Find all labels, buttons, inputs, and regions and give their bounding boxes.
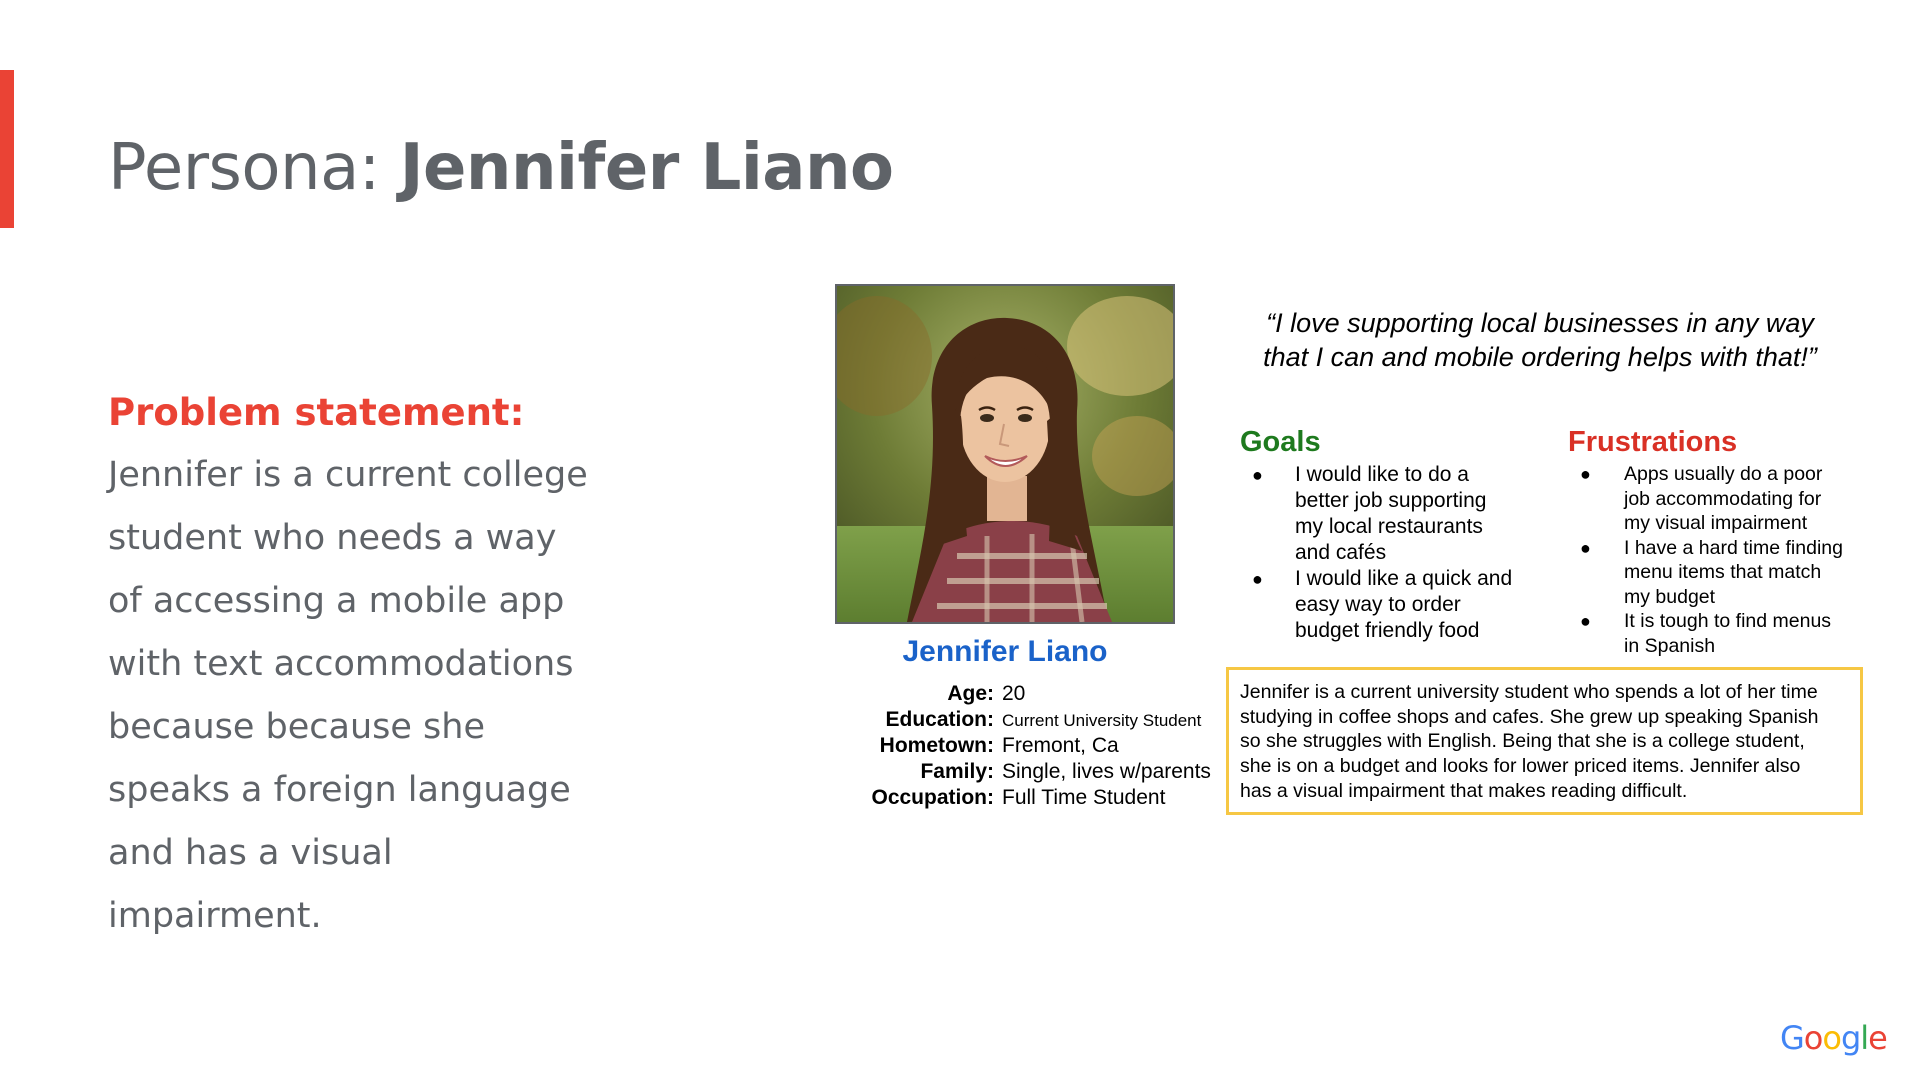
problem-line: impairment. [108, 896, 322, 936]
goal-line: budget friendly food [1295, 619, 1480, 642]
problem-text [108, 444, 628, 948]
bullet-icon: ● [1580, 464, 1591, 484]
bullet-icon: ● [1252, 569, 1263, 589]
problem-line: of accessing a mobile app [108, 581, 565, 621]
title-prefix: Persona: [108, 131, 400, 205]
fact-hometown [860, 734, 1220, 760]
fact-value: Full Time Student [1002, 786, 1166, 809]
fact-value: Fremont, Ca [1002, 734, 1119, 757]
fact-label: Occupation: [871, 786, 994, 809]
goal-line: I would like a quick and [1295, 567, 1513, 590]
frustration-line: job accommodating for [1624, 487, 1822, 510]
bio-line: so she struggles with English. Being that she is a college student, [1240, 730, 1805, 753]
fact-education [860, 708, 1220, 734]
fact-family [860, 760, 1220, 786]
title-persona-name: Jennifer Liano [399, 131, 894, 205]
frustration-line: I have a hard time finding [1624, 536, 1843, 559]
problem-line: Jennifer is a current college [108, 455, 588, 495]
fact-occupation [860, 786, 1220, 812]
persona-photo [835, 284, 1175, 624]
goal-line: I would like to do a [1295, 463, 1469, 486]
goal-line: my local restaurants [1295, 515, 1483, 538]
accent-bar [0, 70, 14, 228]
fact-value: Single, lives w/parents [1002, 760, 1211, 783]
bio-line: she is on a budget and looks for lower priced items. Jennifer also [1240, 755, 1801, 778]
quote-line: that I can and mobile ordering helps with that!” [1263, 342, 1817, 372]
persona-name: Jennifer Liano [902, 635, 1108, 668]
persona-photo-illustration [837, 286, 1173, 622]
bio-line: studying in coffee shops and cafes. She grew up speaking Spanish [1240, 705, 1819, 728]
persona-facts [860, 682, 1220, 812]
frustration-line: my budget [1624, 585, 1716, 608]
persona-bio [1226, 667, 1863, 815]
fact-value: Current University Student [1002, 711, 1202, 730]
fact-label: Family: [920, 760, 994, 783]
frustration-item [1568, 536, 1878, 610]
frustration-line: Apps usually do a poor [1624, 463, 1823, 485]
fact-label: Education: [885, 708, 994, 731]
bullet-icon: ● [1252, 465, 1263, 485]
google-logo: Google [1780, 1019, 1887, 1057]
frustration-line: menu items that match [1624, 561, 1822, 583]
quote-line: “I love supporting local businesses in any way [1266, 308, 1814, 338]
bio-line: has a visual impairment that makes reading difficult. [1240, 779, 1688, 802]
problem-line: with text accommodations [108, 644, 574, 684]
frustrations-section [1568, 424, 1878, 658]
frustration-item [1568, 609, 1878, 658]
problem-line: speaks a foreign language [108, 770, 571, 810]
slide-title [108, 124, 894, 212]
fact-value: 20 [1002, 682, 1026, 705]
bullet-icon: ● [1580, 611, 1591, 631]
goal-line: easy way to order [1295, 593, 1461, 616]
problem-line: student who needs a way [108, 518, 557, 558]
goals-section [1240, 424, 1550, 644]
goal-line: better job supporting [1295, 489, 1487, 512]
goal-line: and cafés [1295, 541, 1387, 564]
goals-heading: Goals [1240, 426, 1321, 458]
persona-quote [1220, 306, 1860, 374]
bullet-icon: ● [1580, 537, 1591, 558]
frustration-line: in Spanish [1624, 634, 1716, 657]
goal-item [1240, 566, 1550, 644]
fact-label: Hometown: [879, 734, 994, 757]
frustration-line: It is tough to find menus [1624, 610, 1832, 632]
frustrations-list [1568, 462, 1878, 658]
problem-line: because because she [108, 707, 485, 747]
frustrations-heading: Frustrations [1568, 426, 1738, 458]
frustration-line: my visual impairment [1624, 512, 1808, 534]
frustration-item [1568, 462, 1878, 536]
problem-statement [108, 382, 628, 948]
fact-age [860, 682, 1220, 708]
bio-line: Jennifer is a current university student who spends a lot of her time [1240, 681, 1818, 703]
goal-item [1240, 462, 1550, 566]
goals-list [1240, 462, 1550, 644]
fact-label: Age: [947, 682, 994, 705]
problem-heading: Problem statement: [108, 391, 525, 434]
problem-line: and has a visual [108, 833, 393, 873]
